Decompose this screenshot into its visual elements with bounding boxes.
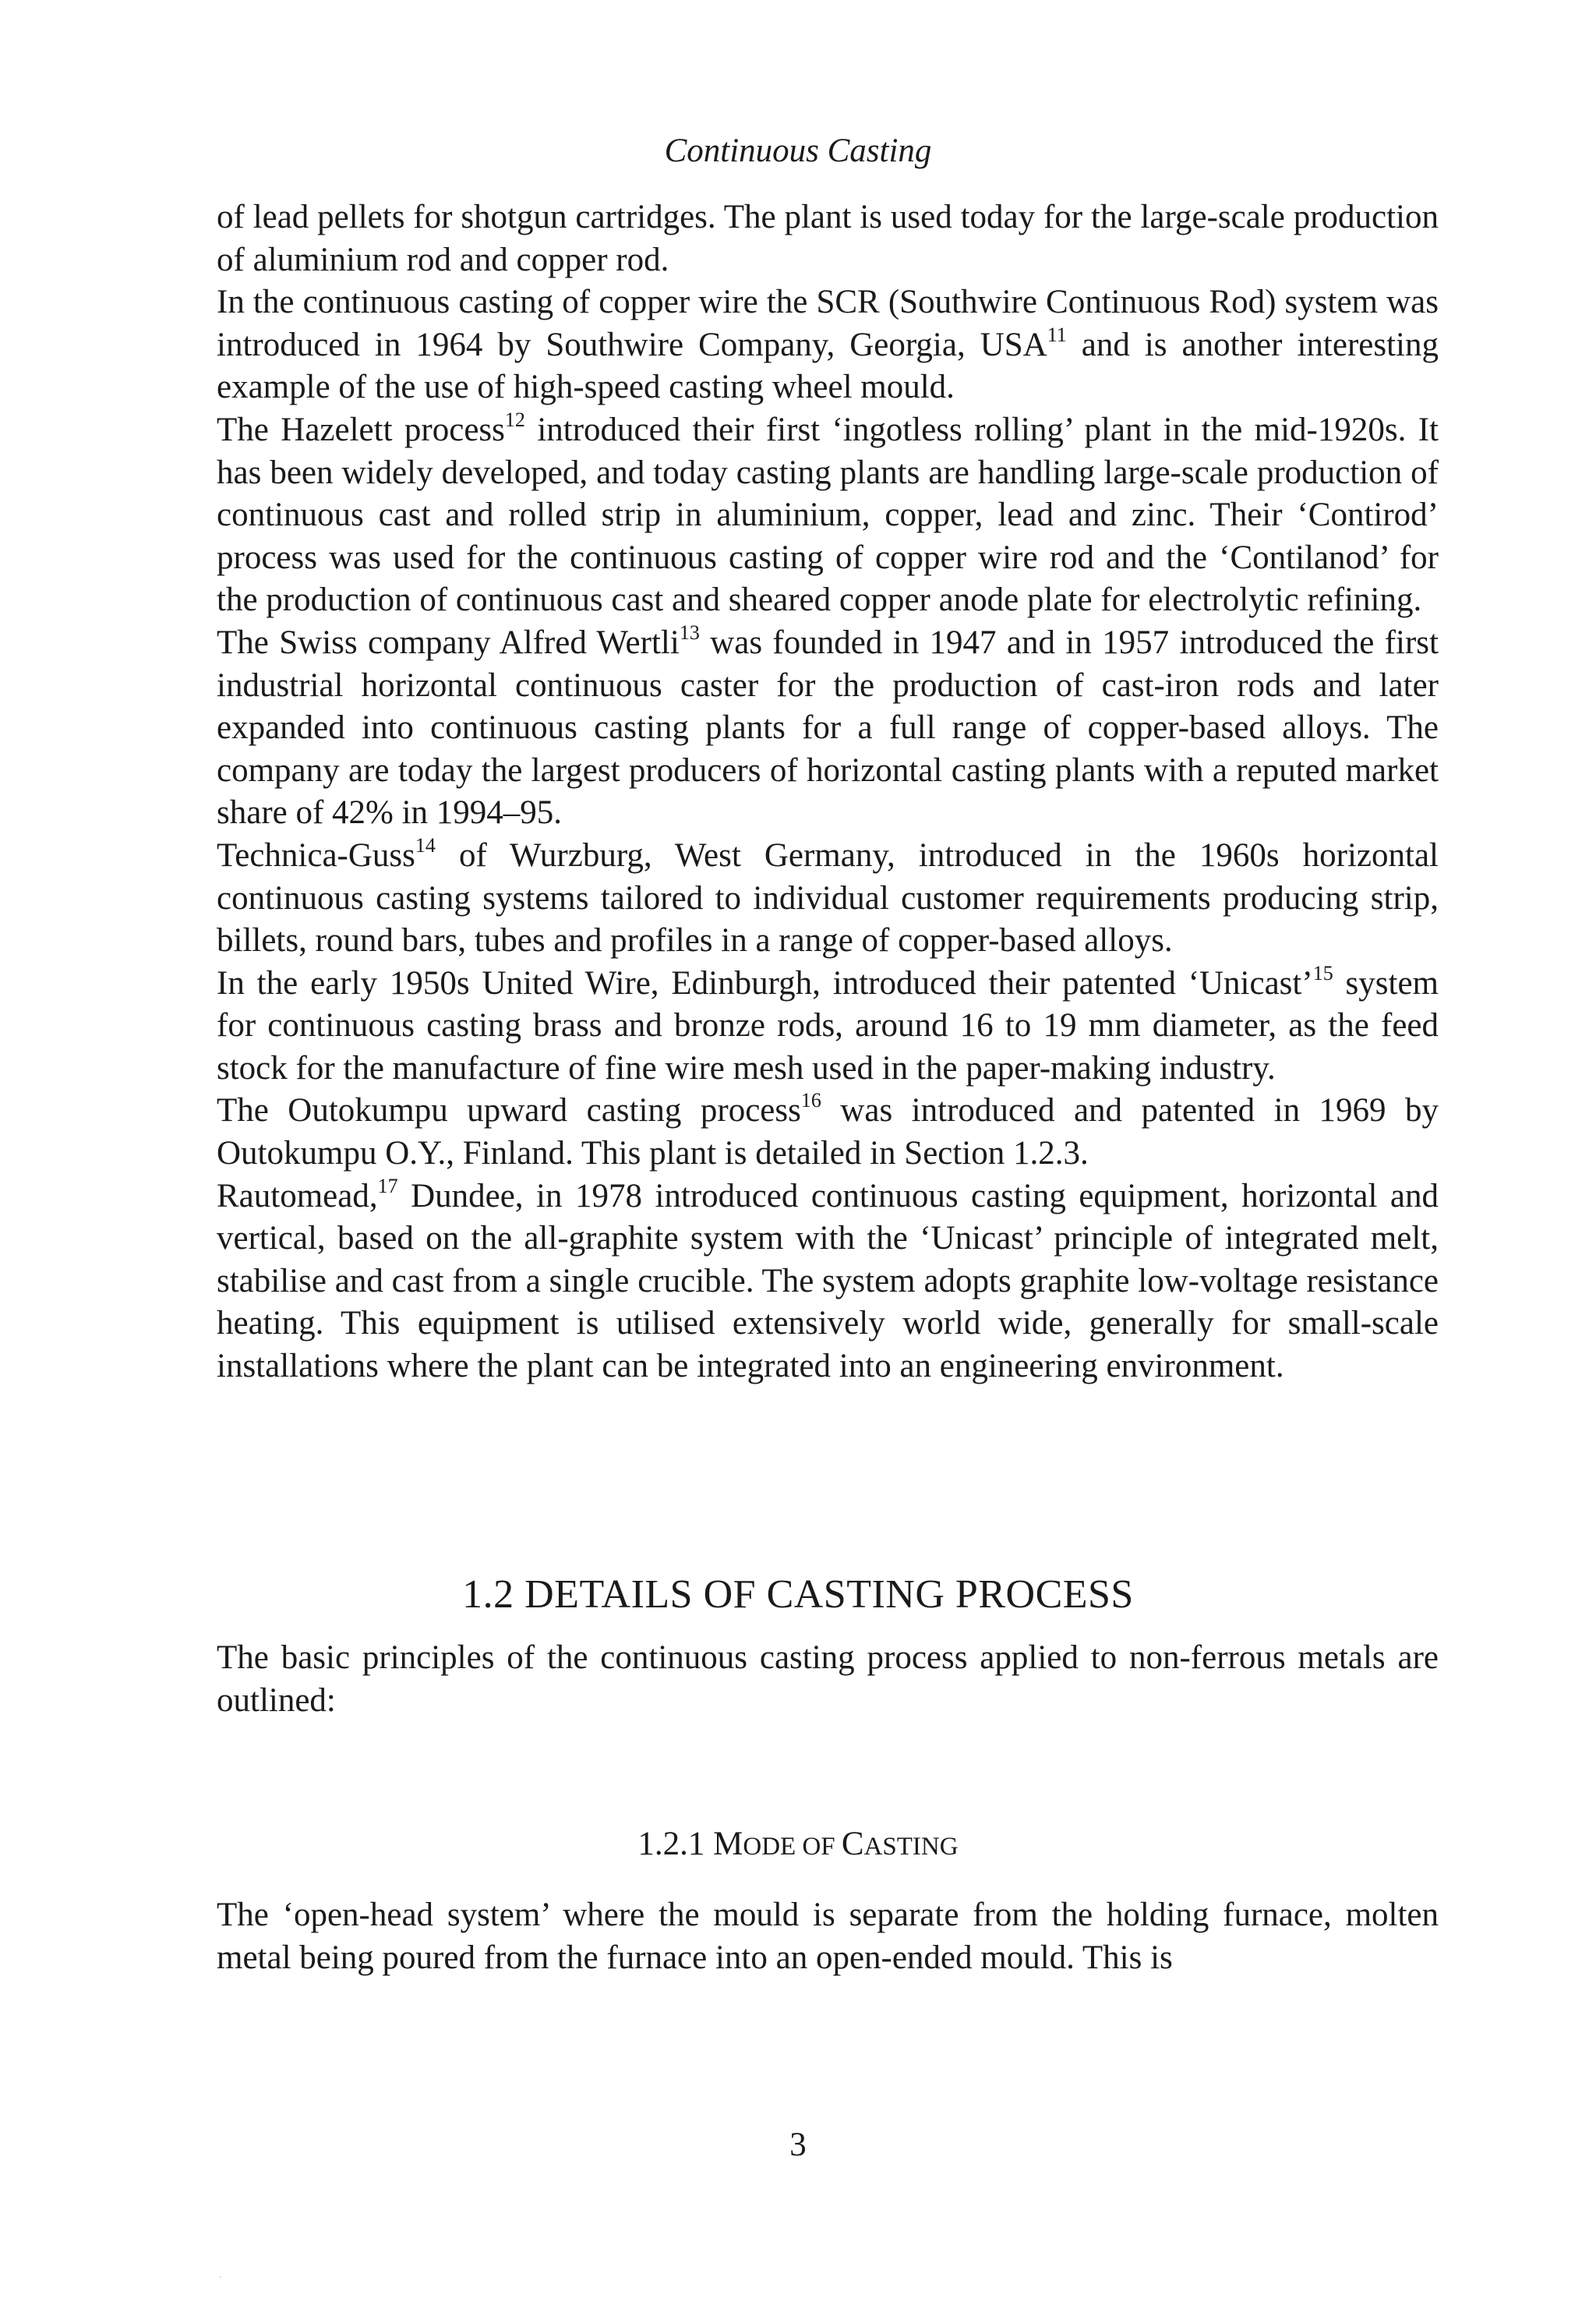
paragraph-text: The Swiss company Alfred Wertli xyxy=(217,624,680,661)
paragraph-text: of Wurzburg, West Germany, introduced in the 1960s horizontal continuous casting systems tailored to individual customer requirements producing strip, billets, round bars, tubes and profiles in a range of copper-based alloys. xyxy=(217,836,1439,960)
subsection-title-part: ODE xyxy=(743,1833,796,1861)
paragraph-text: of lead pellets for shotgun cartridges. The plant is used today for the large-scale production of aluminium rod and copper rod. xyxy=(217,199,1439,278)
subsection-number: 1.2.1 xyxy=(637,1826,714,1862)
paragraph-text: system for continuous casting brass and bronze rods, around 16 to 19 mm diameter, as the feed stock for the manufacture of fine wire mesh used in the paper-making industry. xyxy=(217,964,1439,1087)
paragraph-text: Dundee, in 1978 introduced continuous casting equipment, horizontal and vertical, based on the all-graphite system with the ‘Unicast’ principle of integrated melt, stabilise and cast from a single crucible. The system adopts graphite low-voltage resistance heating. This equipment is utilised extensively world wide, generally for small-scale installations where the plant can be integrated into an engineering environment. xyxy=(217,1177,1439,1385)
section-intro-block xyxy=(217,1637,1439,1722)
footnote-ref: 14 xyxy=(415,833,436,857)
paragraph-continuation xyxy=(217,196,1439,281)
paragraph-scr-system xyxy=(217,281,1439,409)
paragraph-text: and is another interesting example of the use of high-speed casting wheel mould. xyxy=(217,326,1439,406)
subsection-paragraph: The ‘open-head system’ where the mould is separate from the holding furnace, molten metal being poured from the furnace into an open-ended mould. This is xyxy=(217,1897,1439,1976)
footnote-ref: 15 xyxy=(1312,961,1333,985)
paragraph-technica-guss xyxy=(217,835,1439,963)
paragraph-text: was founded in 1947 and in 1957 introduced the first industrial horizontal continuous caster for the production of cast-iron rods and later expanded into continuous casting plants for a full range of copper-based alloys. The company are today the largest producers of horizontal casting plants with a reputed market share of 42% in 1994–95. xyxy=(217,624,1439,832)
page-number: 3 xyxy=(789,2127,807,2163)
paragraph-wertli xyxy=(217,622,1439,835)
paragraph-outokumpu xyxy=(217,1090,1439,1175)
paragraph-unicast xyxy=(217,963,1439,1091)
paragraph-text: Technica-Guss xyxy=(217,836,415,874)
footnote-ref: 16 xyxy=(800,1089,821,1112)
paragraph-text: The Hazelett process xyxy=(217,411,505,448)
footnote-ref: 13 xyxy=(679,620,700,644)
running-header-title: Continuous Casting xyxy=(664,133,932,169)
section-intro-paragraph: The basic principles of the continuous casting process applied to non-ferrous metals are outlined: xyxy=(217,1639,1439,1719)
paragraph-hazelett xyxy=(217,409,1439,622)
subsection-heading xyxy=(0,1824,1596,1867)
intro-text-block xyxy=(217,196,1439,1388)
paragraph-text: In the continuous casting of copper wire the SCR (Southwire Continuous Rod) system was introduced in 1964 by Southwire Company, Georgia, USA xyxy=(217,284,1439,363)
footnote-ref: 11 xyxy=(1047,323,1067,346)
paragraph-text: The Outokumpu upward casting process xyxy=(217,1092,801,1130)
footnote-ref: 12 xyxy=(504,408,525,431)
paragraph-rautomead xyxy=(217,1176,1439,1388)
subsection-title-part: OF xyxy=(796,1833,842,1861)
subsection-title-part: ASTING xyxy=(863,1833,959,1861)
subsection-text-block xyxy=(217,1894,1439,1979)
paragraph-text: was introduced and patented in 1969 by Outokumpu O.Y., Finland. This plant is detailed in Section 1.2.3. xyxy=(217,1092,1439,1172)
subsection-title-initial: C xyxy=(841,1826,864,1862)
section-heading: 1.2 DETAILS OF CASTING PROCESS xyxy=(462,1572,1134,1617)
footnote-ref: 17 xyxy=(377,1174,398,1197)
scan-speck xyxy=(220,2276,221,2278)
paragraph-text: In the early 1950s United Wire, Edinburgh, introduced their patented ‘Unicast’ xyxy=(217,964,1313,1002)
paragraph-text: Rautomead, xyxy=(217,1177,378,1214)
subsection-title-initial: M xyxy=(713,1826,743,1862)
paragraph-text: introduced their first ‘ingotless rolling’ plant in the mid-1920s. It has been widely developed, and today casting plants are handling large-scale production of continuous cast and rolled strip in aluminium, copper, lead and zinc. Their ‘Contirod’ process was used for the continuous casting of copper wire rod and the ‘Contilanod’ for the production of continuous cast and sheared copper anode plate for electrolytic refining. xyxy=(217,411,1439,619)
